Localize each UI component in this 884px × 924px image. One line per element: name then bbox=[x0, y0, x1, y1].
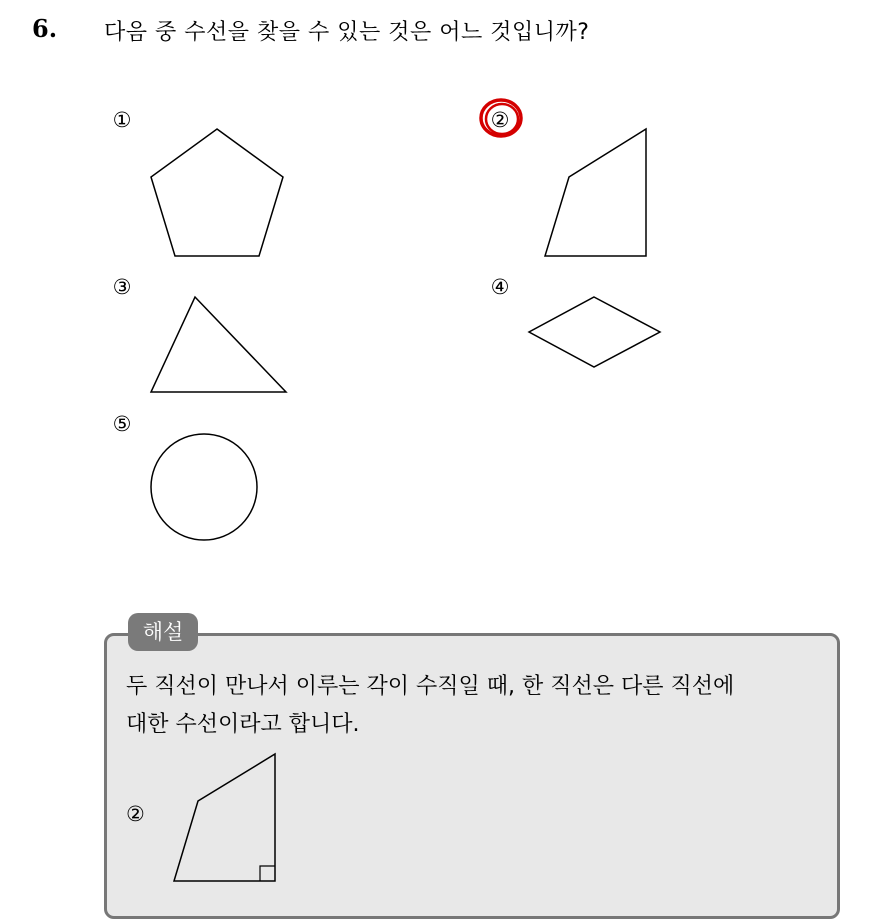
explanation-tab: 해설 bbox=[128, 613, 198, 651]
option-2-label[interactable]: ② bbox=[490, 108, 510, 132]
option-3-label[interactable]: ③ bbox=[112, 275, 132, 299]
option-4-label[interactable]: ④ bbox=[490, 275, 510, 299]
explanation-trapezoid-shape bbox=[174, 754, 275, 881]
explanation-answer-label: ② bbox=[126, 802, 145, 826]
question-text: 다음 중 수선을 찾을 수 있는 것은 어느 것입니까? bbox=[104, 20, 590, 45]
explanation-line-1: 두 직선이 만나서 이루는 각이 수직일 때, 한 직선은 다른 직선에 bbox=[126, 674, 735, 699]
option-1-label[interactable]: ① bbox=[112, 108, 132, 132]
question-number: 6. bbox=[32, 14, 58, 43]
right-angle-mark bbox=[260, 866, 275, 881]
explanation-line-2: 대한 수선이라고 합니다. bbox=[126, 712, 360, 737]
option-5-label[interactable]: ⑤ bbox=[112, 412, 132, 436]
